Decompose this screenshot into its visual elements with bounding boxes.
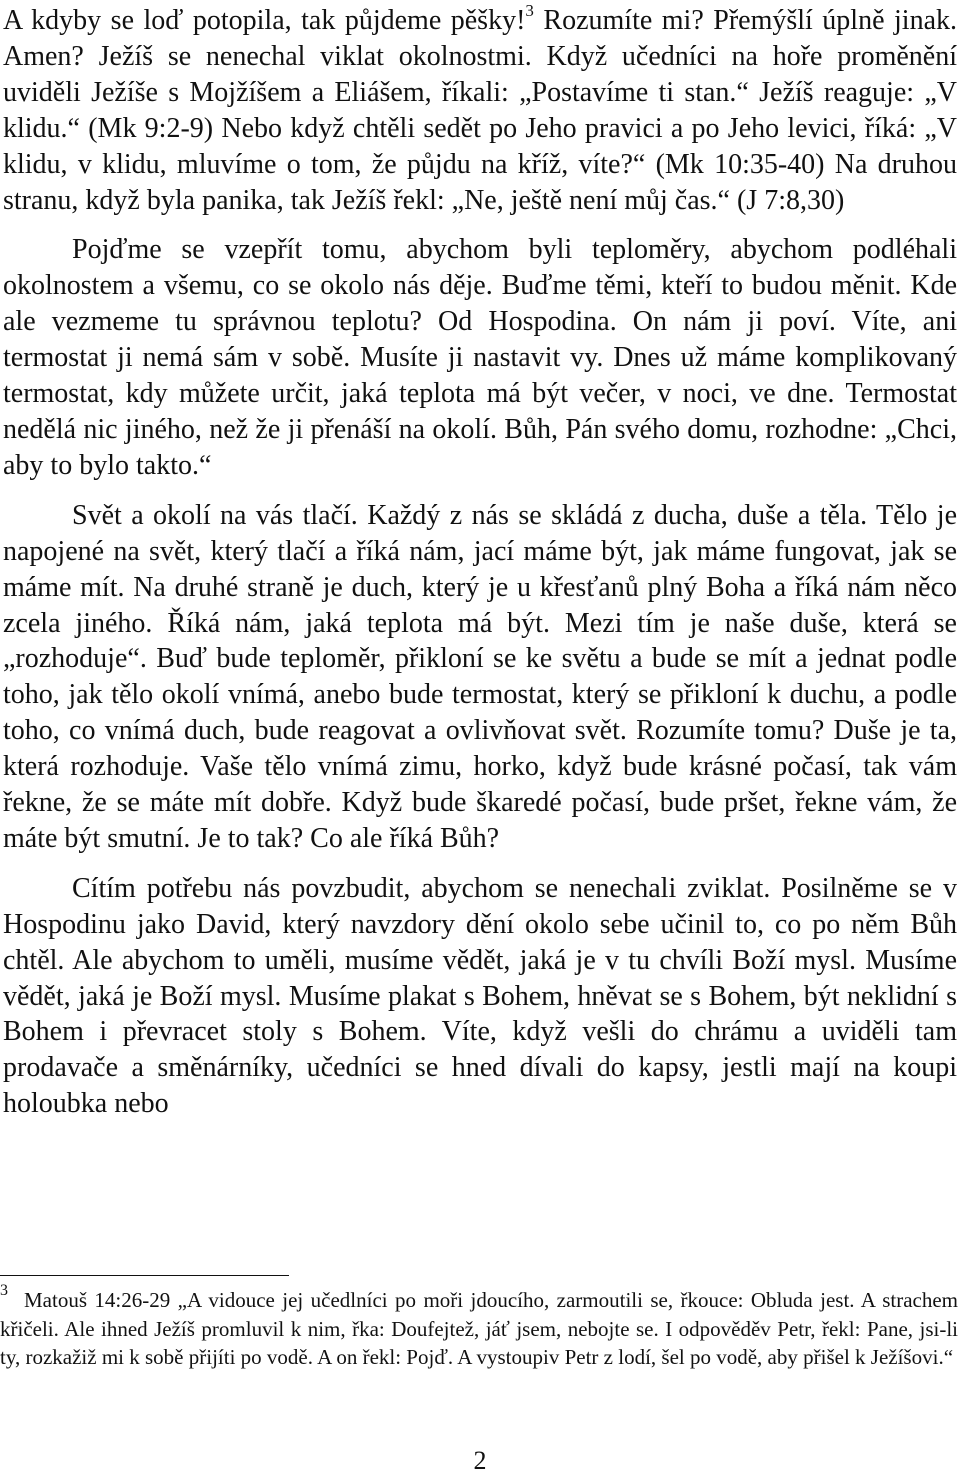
- paragraph-gap: [3, 857, 957, 871]
- page-number: 2: [473, 1446, 487, 1475]
- paragraph-1: [3, 3, 957, 218]
- footnote-number: 3: [0, 1282, 8, 1299]
- footnote-reference-3[interactable]: 3: [525, 1, 534, 20]
- paragraph-3: Svět a okolí na vás tlačí. Každý z nás se skládá z ducha, duše a těla. Tělo je napojené na svět, který tlačí a říká nám, jací máme být, jak máme fungovat, jak se máme mít. Na druhé straně je duch, který je u křesťanů plný Boha a říká nám něco zcela jiného. Říká nám, jaká teplota má být. Mezi tím je naše duše, která se „rozhoduje“. Buď bude teploměr, přikloní se ke světu a bude se mít a jednat podle toho, jak tělo okolí vnímá, anebo bude termostat, který se přikloní k duchu, a podle toho, co vnímá duch, bude reagovat a ovlivňovat svět. Rozumíte tomu? Duše je ta, která rozhoduje. Vaše tělo vnímá zimu, horko, když bude krásné počasí, tak vám řekne, že se máte mít dobře. Když bude škaredé počasí, bude pršet, řekne vám, že máte být smutní. Je to tak? Co ale říká Bůh?: [3, 499, 957, 854]
- footnote-3: [0, 1282, 958, 1372]
- footnote-separator: [0, 1275, 289, 1276]
- paragraph-4: Cítím potřebu nás povzbudit, abychom se nenechali zviklat. Posilněme se v Hospodinu jako David, který navzdory dění okolo sebe učinil to, co po něm Bůh chtěl. Ale abychom to uměli, musíme vědět, jaká je v tu chvíli Boží mysl. Musíme vědět, jaká je Boží mysl. Musíme plakat s Bohem, hněvat se s Bohem, být neklidní s Bohem i převracet stoly s Bohem. Víte, když vešli do chrámu a uviděli tam prodavače a směnárníky, učedníci se hned dívali do kapsy, jestli mají na koupi holoubka nebo: [3, 872, 957, 1120]
- body-text: [3, 3, 957, 1122]
- paragraph-1-text-end: Rozumíte mi? Přemýšlí úplně jinak. Amen? Ježíš se nenechal viklat okolnostmi. Když učedníci na hoře proměnění uviděli Ježíše s Mojžíšem a Eliášem, říkali: „Postavíme ti stan.“ Ježíš reaguje: „V klidu.“ (Mk 9:2-9) Nebo když chtěli sedět po Jeho pravici a po Jeho levici, říká: „V klidu, v klidu, mluvíme o tom, že půjdu na kříž, víte?“ (Mk 10:35-40) Na druhou stranu, když byla panika, tak Ježíš řekl: „Ne, ještě není můj čas.“ (J 7:8,30): [3, 5, 958, 216]
- footnote-text: Matouš 14:26-29 „A vidouce jej učedlníci po moři jdoucího, zarmoutili se, řkouce: Obluda jest. A strachem křičeli. Ale ihned Ježíš promluvil k nim, řka: Doufejtež, jáť jsem, nebojte se. I odpověděv Petr, řekl: Pane, jsi-li ty, rozkažiž mi k sobě přijíti po vodě. A on řekl: Pojď. A vystoupiv Petr z lodí, šel po vodě, aby přišel k Ježíšovi.“: [0, 1288, 958, 1370]
- paragraph-gap: [3, 218, 957, 232]
- paragraph-gap: [3, 484, 957, 498]
- paragraph-2: Pojďme se vzepřít tomu, abychom byli teploměry, abychom podléhali okolnostem a všemu, co se okolo nás děje. Buďme těmi, kteří to budou měnit. Kde ale vezmeme tu správnou teplotu? Od Hospodina. On nám ji poví. Víte, ani termostat ji nemá sám v sobě. Musíte ji nastavit vy. Dnes už máme komplikovaný termostat, kdy můžete určit, jaká teplota má být večer, v noci, ve dne. Termostat nedělá nic jiného, než že ji přenáší na okolí. Bůh, Pán svého domu, rozhodne: „Chci, aby to bylo takto.“: [3, 234, 957, 481]
- footnote-paragraph: [0, 1282, 958, 1372]
- paragraph-1-text-start: A kdyby se loď potopila, tak půjdeme pěšky!: [3, 5, 526, 36]
